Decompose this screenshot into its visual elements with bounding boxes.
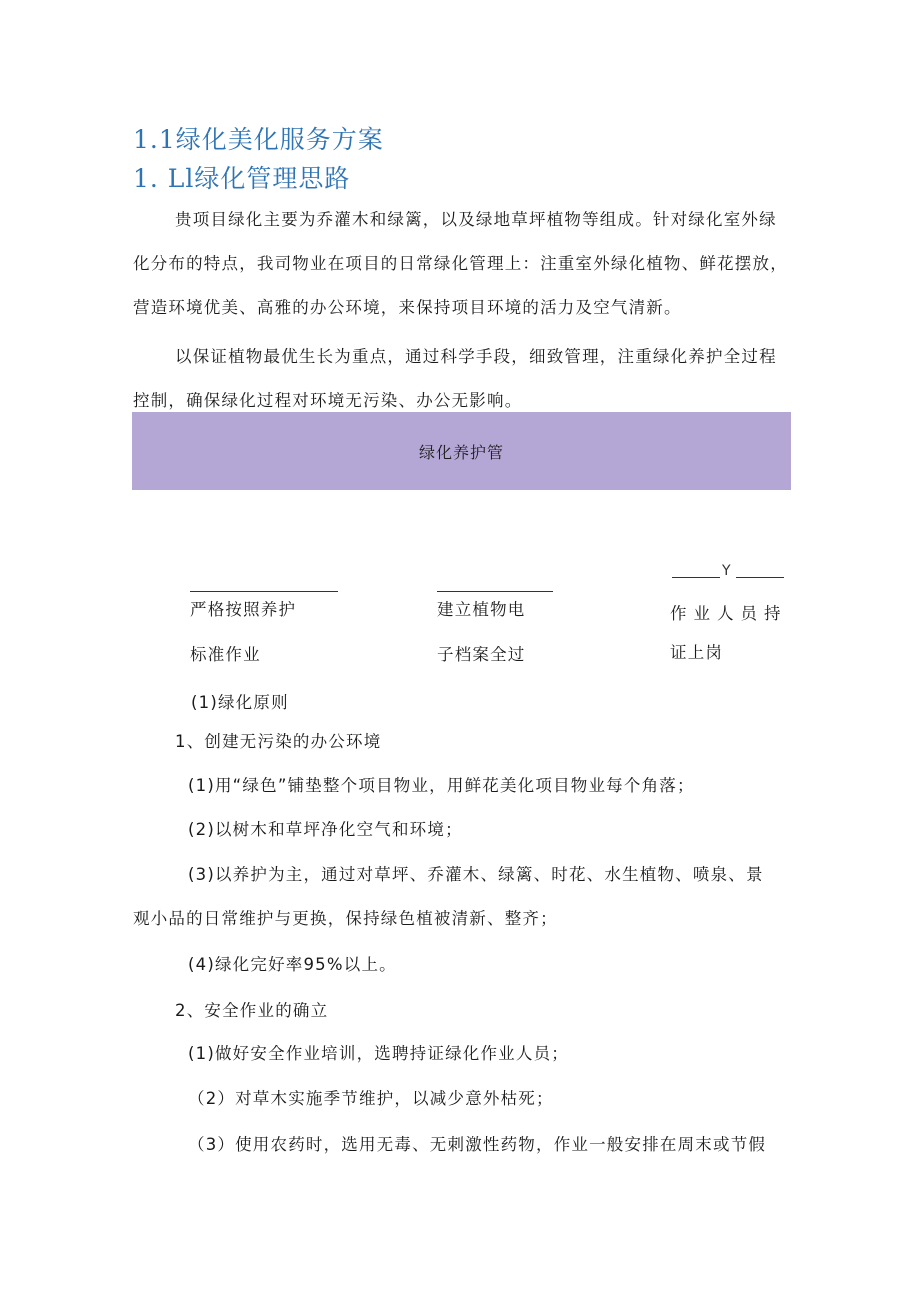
- intro-paragraph: 贵项目绿化主要为乔灌木和绿篱，以及绿地草坪植物等组成。针对绿化室外绿化分布的特点，我司物业在项目的日常绿化管理上：注重室外绿化植物、鲜花摆放，营造环境优美、高雅的办公环境，来保持项目环境的活力及空气清新。: [133, 210, 788, 317]
- list-item: (2)以树木和草坪净化空气和环境；: [188, 820, 463, 839]
- item-heading: 1、创建无污染的办公环境: [175, 732, 382, 751]
- box-top-rule: [672, 577, 720, 578]
- list-item: (1)做好安全作业培训，选聘持证绿化作业人员；: [188, 1044, 569, 1063]
- item-heading: 2、安全作业的确立: [175, 1001, 329, 1020]
- principle-heading: (1)绿化原则: [191, 693, 289, 712]
- subsection-heading: 1. Ll绿化管理思路: [133, 164, 351, 193]
- list-item: (3)以养护为主，通过对草坪、乔灌木、绿篱、时花、水生植物、喷泉、景: [188, 865, 764, 884]
- list-item: （3）使用农药时，选用无毒、无刺激性药物，作业一般安排在周末或节假: [188, 1135, 767, 1154]
- banner-title: 绿化养护管: [418, 442, 504, 462]
- list-item: (4)绿化完好率95%以上。: [188, 955, 397, 974]
- box-1-line-2: 标准作业: [190, 645, 261, 664]
- box-2-line-2: 子档案全过: [437, 645, 526, 664]
- box-2-line-1: 建立植物电: [437, 600, 526, 619]
- box-3-line-2: 证上岗: [670, 643, 724, 662]
- list-item-continued: 观小品的日常维护与更换，保持绿色植被清新、整齐；: [133, 909, 558, 928]
- box-1-line-1: 严格按照养护: [190, 600, 297, 619]
- y-mark: Y: [722, 563, 731, 579]
- section-heading: 1.1绿化美化服务方案: [133, 125, 384, 154]
- box-3-line-1: 作业人员持: [670, 604, 788, 623]
- goal-paragraph: 以保证植物最优生长为重点，通过科学手段，细致管理，注重绿化养护全过程控制，确保绿化过程对环境无污染、办公无影响。: [133, 347, 777, 410]
- maintenance-banner: [132, 412, 791, 490]
- box-top-rule: [437, 591, 553, 592]
- list-item: （2）对草木实施季节维护，以减少意外枯死；: [188, 1089, 554, 1108]
- box-top-rule: [190, 591, 338, 592]
- box-top-rule: [736, 577, 784, 578]
- list-item: (1)用“绿色”铺垫整个项目物业，用鲜花美化项目物业每个角落；: [188, 776, 695, 795]
